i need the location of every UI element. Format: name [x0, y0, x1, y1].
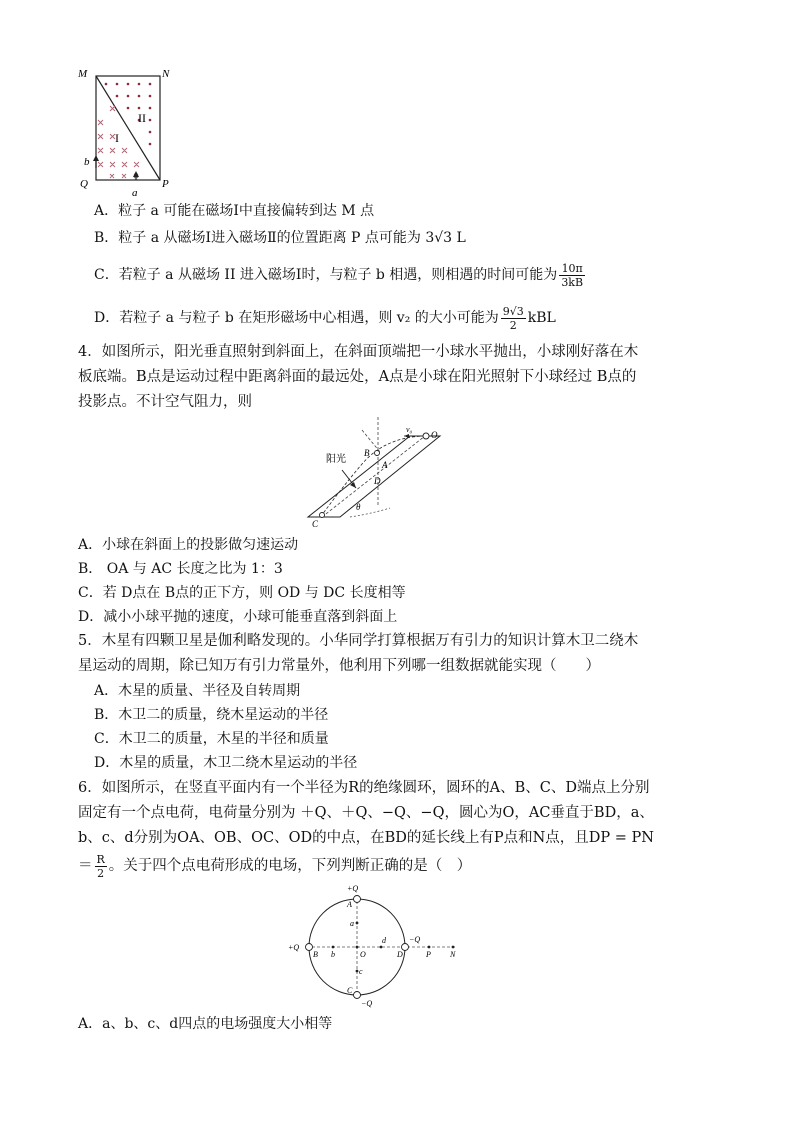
q3-option-d-text: D．若粒子 a 与粒子 b 在矩形磁场中心相遇，则 v₂ 的大小可能为: [94, 310, 499, 326]
point-C-label: C: [347, 986, 353, 995]
q4-option-b: B． OA 与 AC 长度之比为 1：3: [78, 561, 283, 577]
label-Q: Q: [80, 178, 88, 190]
ring-charges-figure: [285, 884, 465, 1010]
label-C: C: [312, 519, 319, 529]
q3-option-c-text: C．若粒子 a 从磁场 II 进入磁场I时，与粒子 b 相遇，则相遇的时间可能为: [94, 267, 558, 283]
sunlight-label: 阳光: [326, 454, 346, 465]
point-A-label: A: [347, 900, 352, 909]
q3-option-d-tail: kBL: [527, 310, 556, 326]
label-O: O: [431, 430, 438, 440]
q6-stem-line-2: 固定有一个点电荷，电荷量分别为 ＋Q、＋Q、−Q、−Q，圆心为O，AC垂直于BD，a、: [78, 805, 654, 821]
q4-stem-line-3: 投影点。不计空气阻力，则: [78, 394, 252, 410]
q6-option-a: A．a、b、c、d四点的电场强度大小相等: [78, 1016, 333, 1032]
point-a-label: a: [350, 919, 354, 928]
q5-option-a: A．木星的质量、半径及自转周期: [94, 683, 301, 699]
point-d-label: d: [382, 936, 386, 945]
q3-option-b: B．粒子 a 从磁场I进入磁场Ⅱ的位置距离 P 点可能为 3√3 L: [94, 230, 466, 246]
label-b: b: [84, 156, 90, 168]
q6-stem-line-3: b、c、d分别为OA、OB、OC、OD的中点，在BD的延长线上有P点和N点，且DP = PN: [78, 830, 654, 846]
q6-stem-line-1: 6．如图所示，在竖直平面内有一个半径为R的绝缘圆环，圆环的A、B、C、D端点上分别: [78, 780, 650, 796]
label-D: D: [374, 476, 381, 486]
q3-option-c-fraction: [559, 262, 585, 289]
point-b-label: b: [331, 950, 335, 959]
region-2-label: II: [138, 111, 146, 125]
point-P-label: P: [426, 950, 431, 959]
q4-stem-line-2: 板底端。B点是运动过程中距离斜面的最远处，A点是小球在阳光照射下小球经过 B点的: [78, 369, 637, 385]
label-B: B: [364, 448, 370, 458]
incline-projectile-figure: [300, 412, 460, 532]
fraction-denominator: 2: [509, 318, 517, 332]
label-P: P: [162, 178, 169, 190]
charge-bottom-label: −Q: [361, 999, 373, 1008]
label-theta: θ: [356, 502, 361, 512]
label-N: N: [162, 68, 170, 80]
q3-option-c: [94, 260, 587, 290]
q5-option-c: C．木卫二的质量，木星的半径和质量: [94, 731, 329, 747]
q6-fraction: [95, 853, 107, 880]
label-M: M: [78, 68, 88, 80]
q4-option-d: D．减小小球平抛的速度，小球可能垂直落到斜面上: [78, 609, 398, 625]
fraction-denominator: 3kB: [561, 275, 584, 289]
q3-option-d: [94, 303, 556, 333]
q4-option-a: A．小球在斜面上的投影做匀速运动: [78, 537, 299, 553]
magnetic-field-figure: [70, 64, 185, 199]
label-A: A: [382, 460, 388, 470]
point-O-label: O: [360, 950, 366, 959]
fraction-denominator: 2: [97, 866, 105, 880]
fraction-numerator: 10π: [559, 262, 585, 276]
q5-option-d: D．木星的质量，木卫二绕木星运动的半径: [94, 755, 358, 771]
charge-left-label: +Q: [288, 943, 300, 952]
label-a: a: [132, 187, 138, 199]
q5-option-b: B．木卫二的质量，绕木星运动的半径: [94, 707, 329, 723]
q3-option-a: A．粒子 a 可能在磁场I中直接偏转到达 M 点: [94, 203, 375, 219]
region-1-label: I: [115, 131, 119, 145]
charge-top-label: +Q: [347, 884, 359, 893]
q5-stem-line-2: 星运动的周期，除已知万有引力常量外，他利用下列哪一组数据就能实现（ ）: [78, 658, 600, 674]
point-c-label: c: [359, 967, 363, 976]
q3-option-d-fraction: [501, 305, 526, 332]
fraction-numerator: 9√3: [502, 304, 524, 318]
fraction-numerator: R: [96, 852, 105, 866]
q4-stem-line-1: 4．如图所示，阳光垂直照射到斜面上，在斜面顶端把一小球水平抛出，小球刚好落在木: [78, 344, 639, 360]
q6-equals: ＝: [78, 858, 93, 874]
label-v0: v₀: [406, 425, 413, 434]
point-B-label: B: [313, 950, 318, 959]
point-N-label: N: [450, 950, 456, 959]
q6-stem-tail: 。关于四个点电荷形成的电场，下列判断正确的是（ ）: [108, 858, 472, 874]
charge-right-label: −Q: [409, 935, 421, 944]
q6-stem-line-4: [78, 851, 471, 881]
q4-option-c: C．若 D点在 B点的正下方，则 OD 与 DC 长度相等: [78, 585, 406, 601]
q5-stem-line-1: 5．木星有四颗卫星是伽利略发现的。小华同学打算根据万有引力的知识计算木卫二绕木: [78, 633, 639, 649]
point-D-label: D: [397, 950, 403, 959]
